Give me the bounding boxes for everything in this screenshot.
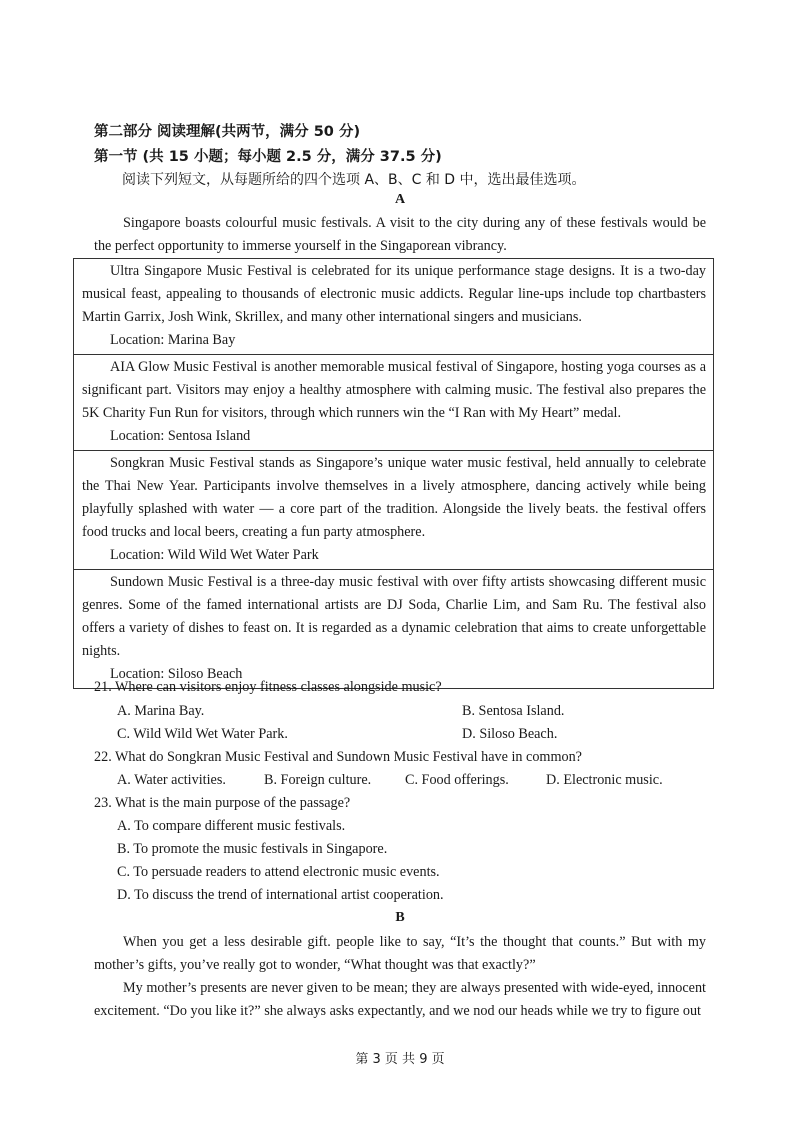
question-option: D. To discuss the trend of international artist cooperation. [117, 887, 444, 903]
question-option: A. Marina Bay. [117, 703, 205, 719]
festival-description: AIA Glow Music Festival is another memorable musical festival of Singapore, hosting yoga courses as a significant part. Visitors may enjoy a healthy atmosphere with calming music. The festival also prepares the 5K Charity Fun Run for visitors, through which runners win the “I Ran with My Heart” medal. [82, 359, 706, 421]
passage-b-paragraph: When you get a less desirable gift. people like to say, “It’s the thought that counts.” But with my mother’s gifts, you’ve really got to wonder, “What thought was that exactly?” [94, 934, 706, 973]
festival-location: Location: Wild Wild Wet Water Park [110, 547, 319, 563]
passage-a-intro: Singapore boasts colourful music festivals. A visit to the city during any of these festivals would be the perfect opportunity to immerse yourself in the Singaporean vibrancy. [94, 215, 706, 254]
question-option: B. Foreign culture. [264, 772, 372, 788]
page-number: 第 3 页 共 9 页 [355, 1052, 445, 1067]
festival-description: Songkran Music Festival stands as Singapore’s unique water music festival, held annually to celebrate the Thai New Year. Participants involve themselves in a lively atmosphere, dancing actively while being playfully splashed with water — a core part of the tradition. Alongside the lively beats. the festival offers food trucks and local beers, creating a fun party atmosphere. [82, 455, 706, 540]
question-option: B. Sentosa Island. [462, 703, 565, 719]
festival-box [74, 259, 713, 355]
question-stem: 22. What do Songkran Music Festival and Sundown Music Festival have in common? [94, 749, 582, 765]
festival-description: Ultra Singapore Music Festival is celebrated for its unique performance stage designs. It is a two-day musical feast, appealing to thousands of electronic music addicts. Regular line-ups include top chartbasters Martin Garrix, Josh Wink, Skrillex, and many other international singers and musicians. [82, 263, 706, 325]
festival-box [74, 570, 713, 688]
section-title: 第一节 (共 15 小题；每小题 2.5 分，满分 37.5 分) [94, 149, 442, 165]
passage-b-letter: B [395, 910, 405, 925]
instructions: 阅读下列短文，从每题所给的四个选项 A、B、C 和 D 中，选出最佳选项。 [122, 172, 586, 188]
festival-boxes [73, 258, 714, 689]
festival-box [74, 355, 713, 451]
festival-box [74, 451, 713, 570]
question-option: A. Water activities. [117, 772, 226, 788]
question-option: C. To persuade readers to attend electronic music events. [117, 864, 440, 880]
question-option: B. To promote the music festivals in Singapore. [117, 841, 388, 857]
passage-a-letter: A [394, 192, 406, 207]
passage-b-paragraph: My mother’s presents are never given to be mean; they are always presented with wide-eyed, innocent excitement. “Do you like it?” she always asks expectantly, and we nod our heads while we try to figure out [94, 980, 706, 1019]
festival-description: Sundown Music Festival is a three-day music festival with over fifty artists showcasing different music genres. Some of the famed international artists are DJ Soda, Charlie Lim, and Sam Ru. The festival also offers a variety of dishes to feast on. It is regarded as a dynamic celebration that aims to create unforgettable nights. [82, 574, 706, 659]
part-title: 第二部分 阅读理解(共两节，满分 50 分) [94, 124, 361, 140]
question-option: C. Food offerings. [405, 772, 509, 788]
question-stem: 23. What is the main purpose of the passage? [94, 795, 351, 811]
festival-location: Location: Marina Bay [110, 332, 236, 348]
festival-location: Location: Siloso Beach [110, 666, 243, 682]
question-option: A. To compare different music festivals. [117, 818, 346, 834]
festival-location: Location: Sentosa Island [110, 428, 251, 444]
question-stem: 21. Where can visitors enjoy fitness classes alongside music? [94, 679, 442, 695]
question-option: D. Electronic music. [546, 772, 663, 788]
question-option: D. Siloso Beach. [462, 726, 558, 742]
question-option: C. Wild Wild Wet Water Park. [117, 726, 288, 742]
